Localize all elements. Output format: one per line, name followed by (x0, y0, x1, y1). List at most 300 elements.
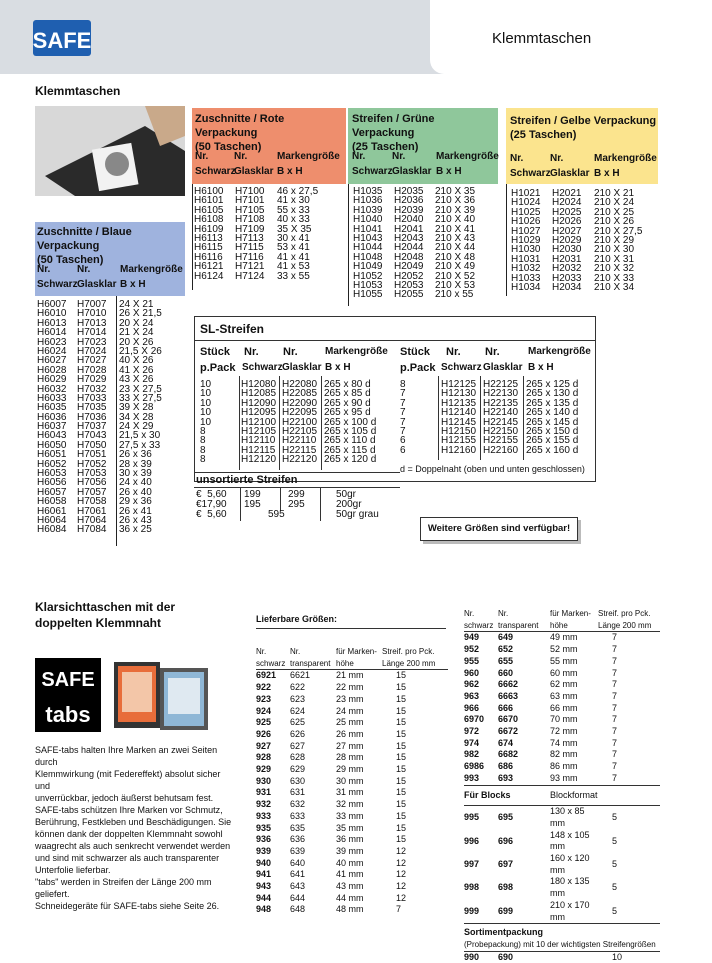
list-item: H7105 (235, 204, 265, 216)
table-cell: 15 (396, 752, 407, 763)
table-cell: 996 (464, 835, 480, 846)
red-col2-header: Nr. (234, 151, 248, 162)
list-item: H22110 (282, 435, 317, 447)
list-item: 36 x 25 (119, 524, 152, 536)
list-item: H6032 (37, 383, 67, 395)
tabs-logo-top: SAFE (41, 669, 95, 691)
list-item: H7057 (77, 486, 107, 498)
list-item: H7024 (77, 345, 107, 357)
table-cell: 29 mm (336, 764, 364, 775)
list-item: 7 (400, 416, 406, 428)
list-item: H1053 (353, 279, 383, 291)
list-item: H2021 (552, 188, 582, 199)
table-cell: 180 x 135 mm (550, 876, 590, 899)
list-item: 265 x 90 d (324, 397, 371, 409)
table-cell: 15 (396, 764, 407, 775)
list-item: H22155 (483, 435, 519, 447)
list-item: 6 (400, 435, 406, 447)
list-item: können dank der doppelten Klemmnaht sowohl (35, 829, 223, 839)
table-cell: 32 mm (336, 799, 364, 810)
blue-col1 (37, 300, 66, 535)
unsort-vline-1 (240, 487, 241, 521)
list-item: H6056 (37, 477, 67, 489)
unsort-cell: 295 (288, 499, 305, 510)
list-item: H1049 (353, 261, 383, 273)
list-item: Klemmwirkung (mit Federeffekt) absolut sicher und (35, 769, 221, 791)
table-cell: 82 mm (550, 749, 578, 760)
table-cell: 12 (396, 869, 407, 880)
list-item: 21,5 X 26 (119, 345, 162, 357)
list-item: Berührung, Festkleben und Beschädigungen. Sie (35, 817, 232, 827)
table-row (464, 773, 660, 785)
list-item: H6035 (37, 402, 67, 414)
list-item: 210 X 25 (594, 206, 635, 218)
list-item: 26 x 40 (119, 486, 152, 498)
table-cell: 693 (498, 772, 514, 783)
table-cell: 926 (256, 728, 272, 739)
tabs-stamps-photo (112, 658, 212, 734)
table-cell: 6621 (290, 670, 311, 681)
red-col1-header: Nr. (195, 151, 209, 162)
sl-right-glasklar (483, 380, 518, 455)
table-cell: 12 (396, 845, 407, 856)
list-item: H7115 (235, 242, 264, 254)
list-item: Schneidegeräte für SAFE-tabs siehe Seite 26. (35, 901, 220, 911)
table-row (464, 668, 660, 680)
table-cell: 49 mm (550, 632, 578, 643)
list-item: waagrecht als auch senkrecht verwendet werden (35, 841, 231, 851)
list-item: H2033 (552, 272, 582, 284)
table-cell: 635 (290, 822, 306, 833)
right-h1: Nr. (464, 609, 475, 618)
table-cell: 15 (396, 834, 407, 845)
table-cell: 949 (464, 632, 480, 643)
list-item: 210 X 24 (594, 197, 635, 209)
table-cell: 922 (256, 682, 272, 693)
red-col1 (194, 187, 223, 281)
list-item: H2044 (394, 242, 424, 254)
list-item: 27,5 x 33 (119, 439, 161, 451)
table-cell: 652 (498, 644, 514, 655)
table-cell: 36 mm (336, 834, 364, 845)
list-item: 7 (400, 407, 406, 419)
table-row (256, 881, 448, 893)
list-item: 265 x 140 d (526, 407, 579, 419)
unsort-cell: 299 (288, 489, 305, 500)
table-cell: 999 (464, 905, 480, 916)
table-cell: 995 (464, 812, 480, 823)
table-cell: 22 mm (336, 682, 364, 693)
blue-package-header (35, 222, 185, 296)
yellow-col1-sub: Schwarz (510, 168, 551, 179)
table-cell: 666 (498, 702, 514, 713)
table-cell: 26 mm (336, 728, 364, 739)
list-item: H7027 (77, 355, 107, 367)
list-item: 33 X 27,5 (119, 392, 162, 404)
blocks-rows (464, 806, 660, 924)
table-cell: 686 (498, 761, 514, 772)
list-item: H7033 (77, 392, 107, 404)
list-item: H6010 (37, 308, 67, 320)
table-row (464, 876, 660, 899)
list-item: H2025 (552, 206, 582, 218)
list-item: H6007 (37, 299, 67, 310)
list-item: 10 (200, 379, 212, 390)
table-cell: 624 (290, 705, 306, 716)
table-cell: 52 mm (550, 644, 578, 655)
table-row (256, 834, 448, 846)
list-item: H6064 (37, 514, 67, 526)
table-cell: 944 (256, 892, 272, 903)
lief-table (256, 646, 448, 916)
right-h3: für Marken- (550, 609, 591, 618)
list-item: und sind mit schwarzer als auch transparenter (35, 853, 220, 863)
table-cell: 698 (498, 882, 514, 893)
list-item: 35 X 35 (277, 223, 312, 235)
list-item: H6057 (37, 486, 67, 498)
table-cell: 15 (396, 717, 407, 728)
safe-logo (33, 18, 93, 58)
table-cell: 39 mm (336, 845, 364, 856)
list-item: H2026 (552, 216, 582, 228)
sl-h-stueck: Stück (200, 346, 230, 358)
list-item: H7061 (77, 505, 107, 517)
red-title: Zuschnitte / Rote Verpackung (195, 113, 285, 139)
list-item: 210 X 49 (435, 261, 476, 273)
list-item: H2035 (394, 186, 424, 197)
list-item: H1044 (353, 242, 383, 254)
yellow-divider (506, 184, 507, 296)
table-row (464, 679, 660, 691)
yellow-col3-header: Markengröße (594, 153, 657, 164)
list-item: H12115 (241, 444, 276, 456)
table-row (464, 644, 660, 656)
table-row (256, 787, 448, 799)
list-item: 265 x 135 d (526, 397, 579, 409)
list-item: 23 X 27,5 (119, 383, 162, 395)
sl-left-qty (200, 380, 211, 465)
list-item: H12145 (441, 416, 477, 428)
lief-title: Lieferbare Größen: (256, 608, 446, 629)
unsort-cell: €17,90 (196, 499, 227, 510)
list-item: H7036 (77, 411, 107, 423)
sl-h-bxh-r: B x H (528, 362, 554, 373)
list-item: 210 X 30 (594, 244, 635, 256)
list-item: H22130 (483, 388, 519, 400)
table-cell: 30 mm (336, 775, 364, 786)
list-item: H6029 (37, 374, 67, 386)
table-cell: 7 (612, 749, 618, 760)
list-item: H6043 (37, 430, 67, 442)
list-item: SAFE-tabs schützen Ihre Marken vor Schmutz, (35, 805, 223, 815)
table-row (256, 799, 448, 811)
right-h4b: Länge 200 mm (598, 620, 660, 632)
list-item: H12140 (441, 407, 477, 419)
table-cell: 15 (396, 705, 407, 716)
list-item: 210 X 44 (435, 242, 476, 254)
table-cell: 7 (612, 655, 618, 666)
table-cell: 674 (498, 737, 514, 748)
sort-sub: (Probepackung) mit 10 der wichtigsten Streifengrößen (464, 939, 660, 951)
table-cell: 962 (464, 679, 480, 690)
blue-subtitle: (50 Taschen) (37, 254, 104, 266)
table-cell: 7 (612, 702, 618, 713)
green-subtitle: (25 Taschen) (352, 141, 419, 153)
table-cell: 70 mm (550, 714, 578, 725)
list-item: H2053 (394, 279, 424, 291)
list-item: H7064 (77, 514, 107, 526)
list-item: H1039 (353, 204, 383, 216)
list-item: H6061 (37, 505, 67, 517)
yellow-title: Streifen / Gelbe Verpackung (510, 115, 657, 127)
table-row (464, 951, 660, 963)
list-item: H12105 (241, 425, 277, 437)
unsort-cell: 195 (244, 499, 261, 510)
list-item: H1034 (511, 281, 541, 293)
table-row (464, 726, 660, 738)
list-item: H7032 (77, 383, 107, 395)
table-cell: 660 (498, 667, 514, 678)
table-cell: 932 (256, 799, 272, 810)
right-table (464, 608, 660, 963)
blocks-sub: Blockformat (550, 785, 660, 801)
list-item: H7014 (77, 327, 107, 339)
list-item: H6105 (194, 204, 224, 216)
table-row (464, 853, 660, 876)
table-row (256, 823, 448, 835)
table-cell: 933 (256, 810, 272, 821)
table-cell: 952 (464, 644, 480, 655)
list-item: 34 X 28 (119, 411, 154, 423)
table-cell: 941 (256, 869, 272, 880)
table-row (464, 632, 660, 644)
green-col1-sub: Schwarz (352, 166, 393, 177)
lief-h2: Nr. (290, 647, 301, 656)
table-cell: 931 (256, 787, 272, 798)
lief-rows (256, 670, 448, 916)
list-item: 210 X 52 (435, 270, 476, 282)
table-row (256, 776, 448, 788)
list-item: 265 x 120 d (324, 454, 377, 466)
list-item: H7010 (77, 308, 107, 320)
klar-title-line1: Klarsichttaschen mit der (35, 600, 176, 614)
green-package-header (348, 108, 498, 184)
list-item: H1032 (511, 263, 541, 275)
table-cell: 930 (256, 775, 272, 786)
green-col3-sub: B x H (436, 166, 462, 177)
list-item: "tabs" werden in Streifen der Länge 200 mm geliefert. (35, 877, 212, 899)
list-item: H7109 (235, 223, 265, 235)
table-cell: 990 (464, 951, 480, 962)
red-col3-sub: B x H (277, 166, 303, 177)
list-item: H6014 (37, 327, 67, 339)
table-cell: 955 (464, 655, 480, 666)
list-item: 265 x 100 d (324, 416, 377, 428)
list-item: 26 X 21,5 (119, 308, 162, 320)
table-cell: 6921 (256, 670, 277, 681)
table-cell: 27 mm (336, 740, 364, 751)
list-item: 20 X 24 (119, 317, 154, 329)
yellow-col2-sub: Glasklar (550, 168, 590, 179)
list-item: H6113 (194, 232, 223, 244)
klar-description (35, 744, 235, 912)
table-cell: 936 (256, 834, 272, 845)
list-item: H6121 (194, 261, 224, 273)
red-col3-header: Markengröße (277, 151, 340, 162)
table-cell: 655 (498, 655, 514, 666)
table-row (256, 752, 448, 764)
table-row (464, 703, 660, 715)
table-cell: 7 (612, 644, 618, 655)
list-item: H2041 (394, 223, 424, 235)
table-cell: 632 (290, 799, 306, 810)
table-cell: 6670 (498, 714, 519, 725)
list-item: H7028 (77, 364, 107, 376)
list-item: H1029 (511, 234, 541, 246)
table-cell: 948 (256, 904, 272, 915)
list-item: H1027 (511, 225, 541, 237)
table-row (256, 694, 448, 706)
table-cell: 929 (256, 764, 272, 775)
list-item: H12150 (441, 425, 477, 437)
list-item: 210 X 21 (594, 188, 635, 199)
table-cell: 690 (498, 951, 514, 962)
list-item: H1025 (511, 206, 541, 218)
list-item: H6101 (194, 195, 224, 207)
table-cell: 626 (290, 728, 306, 739)
table-row (464, 830, 660, 853)
list-item: 210 X 53 (435, 279, 476, 291)
table-cell: 998 (464, 882, 480, 893)
unsort-cell: 50gr grau (336, 509, 379, 520)
table-cell: 5 (612, 858, 618, 869)
green-col3-header: Markengröße (436, 151, 499, 162)
list-item: 210 X 40 (435, 214, 476, 226)
table-cell: 15 (396, 740, 407, 751)
blue-col3 (119, 300, 162, 535)
red-divider (192, 184, 193, 290)
list-item: H1026 (511, 216, 541, 228)
list-item: 46 x 27,5 (277, 186, 319, 197)
list-item: H2036 (394, 195, 424, 207)
yellow-col2 (552, 189, 581, 292)
lief-h3b: höhe (336, 658, 382, 670)
list-item: 8 (200, 454, 206, 466)
list-item: H22140 (483, 407, 519, 419)
list-item: H1052 (353, 270, 383, 282)
list-item: H2032 (552, 263, 582, 275)
table-cell: 7 (612, 714, 618, 725)
table-cell: 210 x 170 mm (550, 899, 590, 922)
sl-left-size (324, 380, 376, 465)
list-item: H6109 (194, 223, 224, 235)
list-item: H6100 (194, 186, 224, 197)
list-item: H2031 (552, 253, 582, 265)
sl-right-size (526, 380, 578, 455)
sl-h-schwarz-r: Schwarz (441, 362, 482, 373)
yellow-package-header (506, 108, 658, 184)
table-row (256, 729, 448, 741)
list-item: 265 x 115 d (324, 444, 376, 456)
table-row (464, 714, 660, 726)
list-item: H1031 (511, 253, 541, 265)
table-cell: 630 (290, 775, 306, 786)
list-item: H12135 (441, 397, 477, 409)
table-cell: 631 (290, 787, 306, 798)
unsort-rule-top (194, 472, 400, 473)
lief-h1: Nr. (256, 647, 267, 656)
list-item: H12100 (241, 416, 277, 428)
table-cell: 15 (396, 728, 407, 739)
list-item: 210 X 35 (435, 186, 476, 197)
list-item: H22150 (483, 425, 519, 437)
green-col2 (394, 187, 423, 300)
table-cell: 72 mm (550, 726, 578, 737)
list-item: H6084 (37, 524, 67, 536)
table-row (256, 893, 448, 905)
table-cell: 24 mm (336, 705, 364, 716)
red-col3 (277, 187, 318, 281)
list-item: H2043 (394, 232, 424, 244)
sl-vline-4 (438, 376, 439, 460)
list-item: H1036 (353, 195, 383, 207)
list-item: H7053 (77, 468, 107, 480)
table-cell: 7 (396, 904, 402, 915)
list-item: H12080 (241, 379, 277, 390)
list-item: H7058 (77, 496, 107, 508)
list-item: 210 X 43 (435, 232, 476, 244)
klar-title-line2: doppelten Klemmnaht (35, 616, 162, 630)
table-cell: 35 mm (336, 822, 364, 833)
table-cell: 628 (290, 752, 306, 763)
table-cell: 982 (464, 749, 480, 760)
sl-h-pack-r: p.Pack (400, 362, 436, 374)
table-cell: 15 (396, 775, 407, 786)
unsort-cell: 50gr (336, 489, 357, 500)
list-item: 210 X 32 (594, 263, 635, 275)
unsort-cell: € 5,60 (196, 489, 227, 500)
unsort-vline-3 (320, 487, 321, 521)
right-h2b: transparent (498, 620, 550, 632)
table-row (256, 670, 448, 682)
list-item: H6124 (194, 270, 224, 282)
table-cell: 636 (290, 834, 306, 845)
table-cell: 7 (612, 667, 618, 678)
table-row (256, 764, 448, 776)
lief-h4: Streif. pro Pck. (382, 647, 435, 656)
list-item: 210 X 29 (594, 234, 635, 246)
sl-h-stueck-r: Stück (400, 346, 430, 358)
list-item: H6052 (37, 458, 67, 470)
right-rows (464, 632, 660, 785)
table-cell: 6970 (464, 714, 485, 725)
table-cell: 12 (396, 881, 407, 892)
list-item: H7100 (235, 186, 265, 197)
list-item: 8 (400, 379, 406, 390)
list-item: 33 x 55 (277, 270, 310, 282)
list-item: 43 X 26 (119, 374, 154, 386)
table-cell: 641 (290, 869, 306, 880)
list-item: H7108 (235, 214, 265, 226)
list-item: H7101 (235, 195, 265, 207)
table-row (256, 811, 448, 823)
table-cell: 10 (612, 951, 623, 962)
list-item: 10 (200, 388, 212, 400)
table-cell: 23 mm (336, 693, 364, 704)
yellow-col3 (594, 189, 642, 292)
unsort-cell: 595 (268, 509, 285, 520)
red-subtitle: (50 Taschen) (195, 141, 262, 153)
